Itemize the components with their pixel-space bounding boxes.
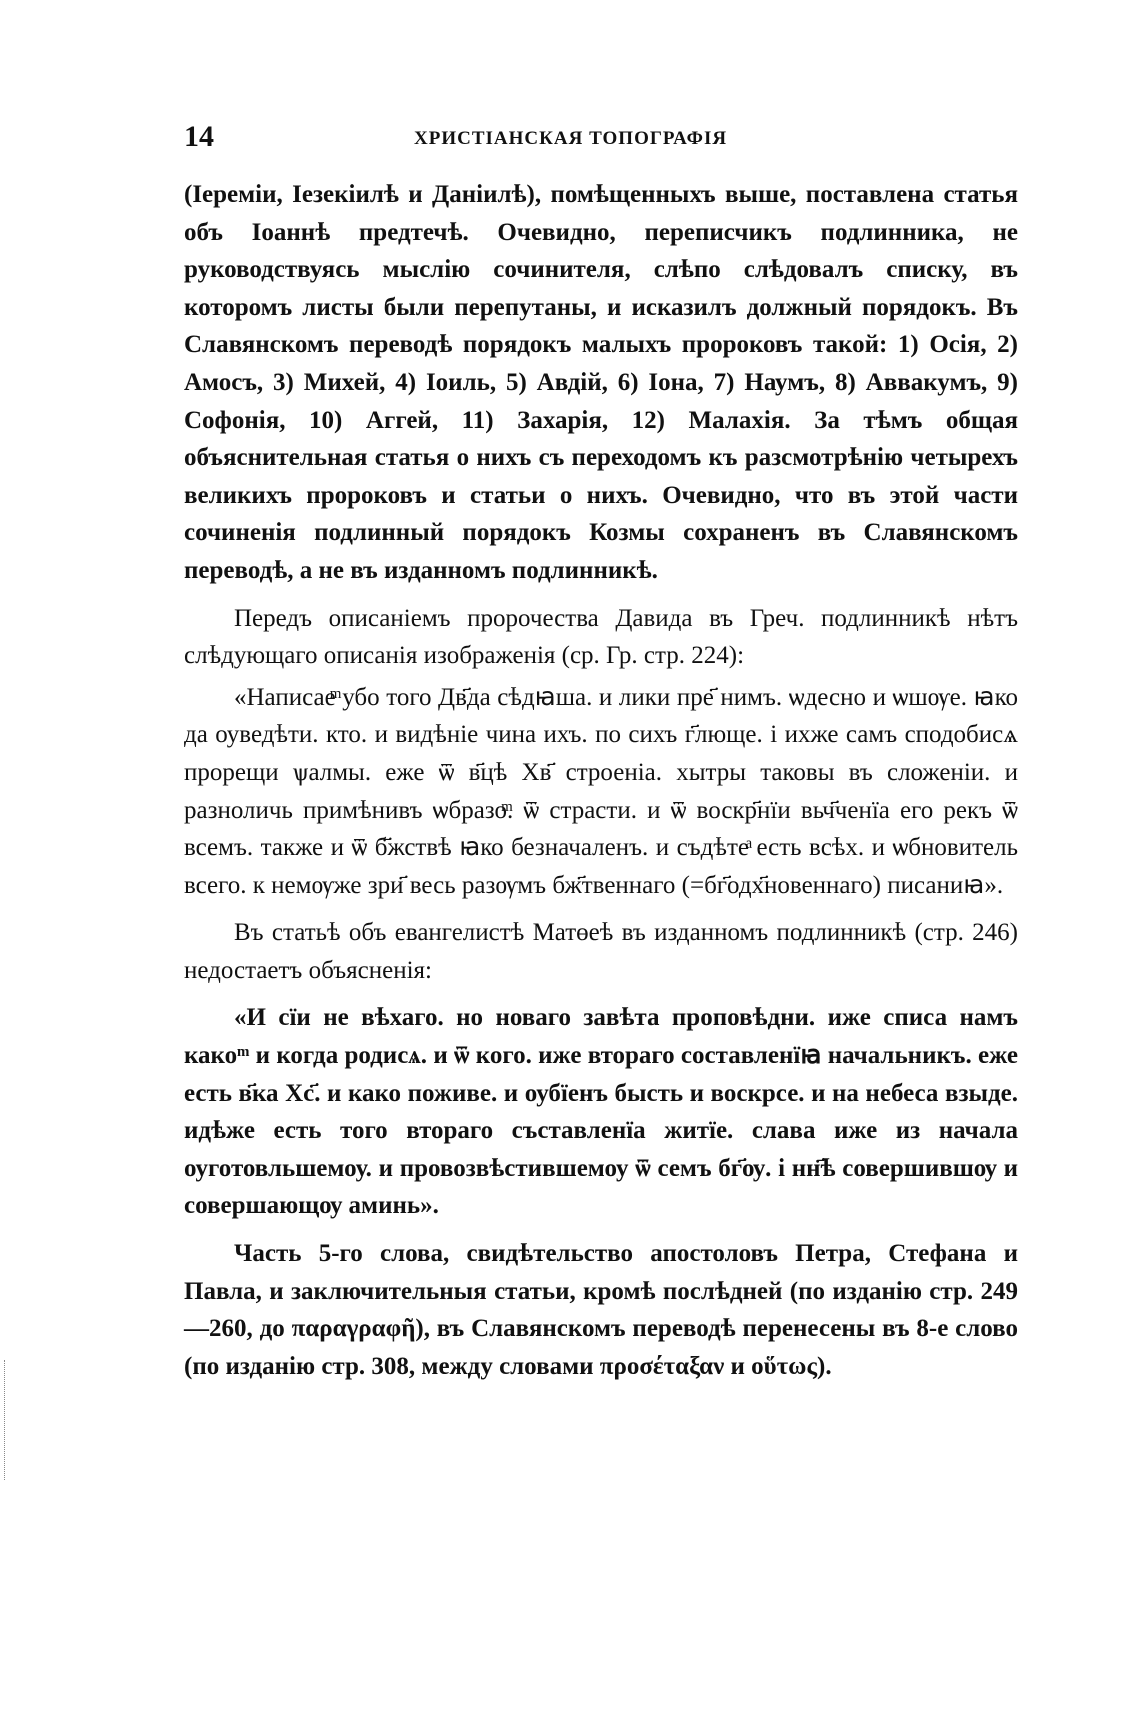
paragraph-matthew-intro: Въ статьѣ объ евангелистѣ Матөеѣ въ изданномъ подлинникѣ (стр. 246) недостаетъ объясненія: (184, 919, 1018, 984)
page-body (184, 176, 1018, 1385)
page-number: 14 (184, 120, 214, 153)
running-title: ХРИСТІАНСКАЯ ТОПОГРАФІЯ (414, 128, 728, 149)
page-header (184, 120, 1018, 160)
margin-scan-marks (4, 1360, 11, 1480)
quote-slavonic-david: «Написае͏ͫ убо того Дв҃да сѣдꙗша. и лики пре҃ нимъ. ѡдесно и ѡшѹе. ꙗко да оуведѣти. кто. и видѣніе чина ихъ. по сихъ г҃люще. і ихже самъ сподобисѧ прорещи ѱалмы. еже ѿ в҃цѣ Хв҃ строеніа. хытры таковы въ сложеніи. и разноличь примѣнивъ ѡбразоͫ. ѿ страсти. и ѿ воскр҃нїи вьч҃ченїа его рекъ ѿ всемъ. также и ѿ б҃жствѣ ꙗко безначаленъ. и съдѣтеͣ есть всѣх. и ѡбновитель всего. к немѹже зри҃ весь разѹмъ бж҃твеннаго (=бг҃одх҃новеннаго) писаниꙗ». (184, 683, 1018, 899)
paragraph-prophets-order: (Іереміи, Іезекіилѣ и Даніилѣ), помѣщенныхъ выше, поставлена статья объ Іоаннѣ предтечѣ. Очевидно, переписчикъ подлинника, не руководствуясь мыслію сочинителя, слѣпо слѣдовалъ списку, въ которомъ листы были перепутаны, и исказилъ должный порядокъ. Въ Славянскомъ переводѣ порядокъ малыхъ пророковъ такой: 1) Осія, 2) Амосъ, 3) Михей, 4) Іоиль, 5) Авдій, 6) Іона, 7) Наумъ, 8) Аввакумъ, 9) Софонія, 10) Аггей, 11) Захарія, 12) Малахія. За тѣмъ общая объяснительная статья о нихъ съ переходомъ къ разсмотрѣнію четырехъ великихъ пророковъ и статьи о нихъ. Очевидно, что въ этой части сочиненія подлинный порядокъ Козмы сохраненъ въ Славянскомъ переводѣ, а не въ изданномъ подлинникѣ. (184, 181, 1018, 584)
quote-slavonic-matthew: «И сїи не вѣхаго. но новаго завѣта проповѣдни. иже списа намъ какоͫ и когда родисѧ. и ѿ кого. иже втораго составленїꙗ начальникъ. еже есть в҃ка Хс҃. и како поживе. и оубїенъ бысть и воскрсе. и на небеса взыде. идѣже есть того втораго съставленїа житїе. слава иже из начала оуготовльшемоу. и провозвѣстившемоу ѿ семъ бг҃ѹ. і нн҃ѣ совершившѹ и совершающѹ аминь». (184, 1004, 1018, 1220)
paragraph-david-description-intro: Передъ описаніемъ пророчества Давида въ Греч. подлинникѣ нѣтъ слѣдующаго описанія изображенія (ср. Гр. стр. 224): (184, 604, 1018, 670)
paragraph-fifth-word: Часть 5-го слова, свидѣтельство апостоловъ Петра, Стефана и Павла, и заключительныя статьи, кромѣ послѣдней (по изданію стр. 249—260, до παραγραφῆ), въ Славянскомъ переводѣ перенесены въ 8-е слово (по изданію стр. 308, между словами προσέταξαν и οὕτως). (184, 1240, 1018, 1380)
